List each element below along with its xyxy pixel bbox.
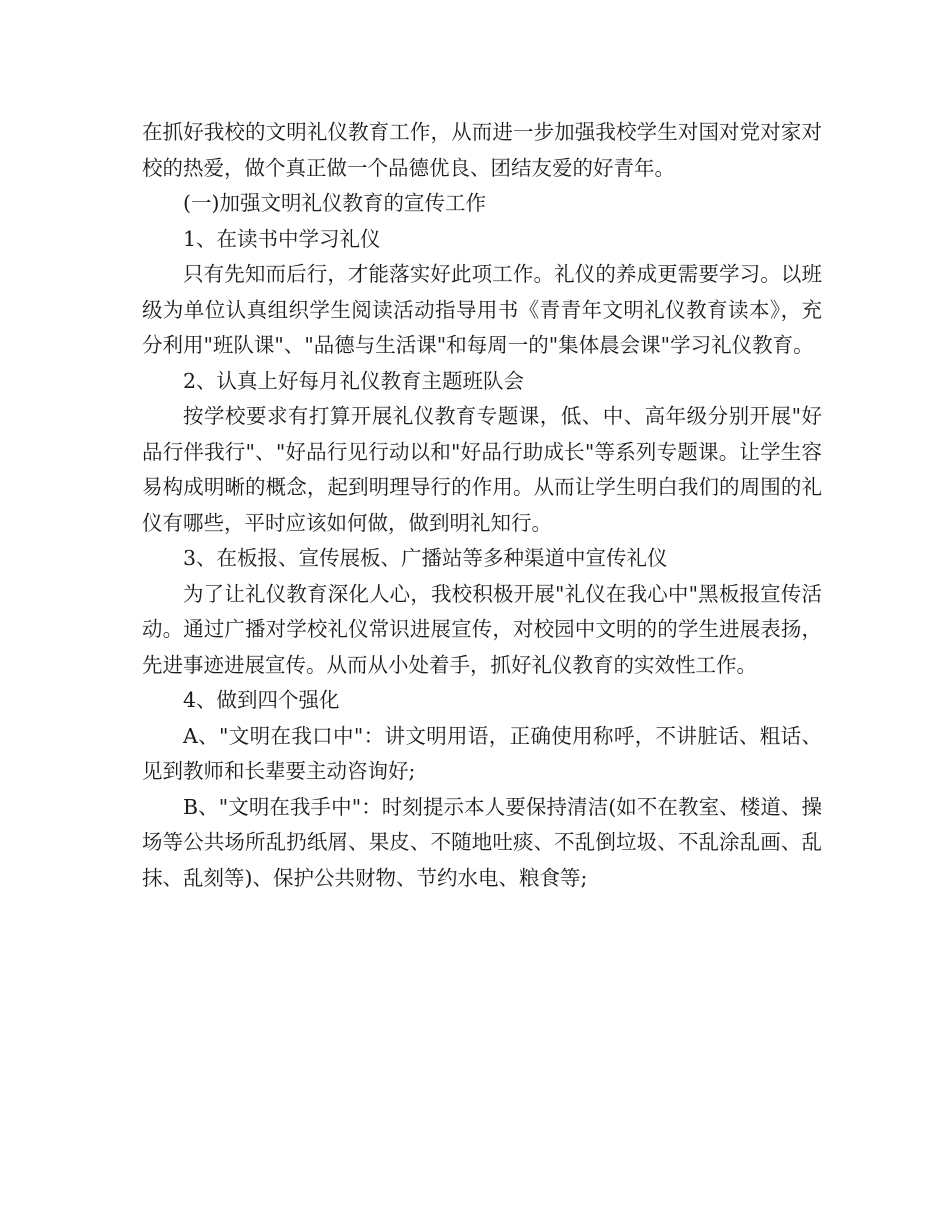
paragraph-class-meeting: 按学校要求有打算开展礼仪教育专题课，低、中、高年级分别开展"好品行伴我行"、"好品行见行动以和"好品行助成长"等系列专题课。让学生容易构成明晰的概念，起到明理导行的作用。从而让学生明白我们的周围的礼仪有哪些，平时应该如何做，做到明礼知行。: [142, 404, 822, 535]
paragraph-item-a: A、"文明在我口中"：讲文明用语，正确使用称呼，不讲脏话、粗话、见到教师和长辈要主动咨询好;: [142, 723, 822, 783]
paragraph-channels: 为了让礼仪教育深化人心，我校积极开展"礼仪在我心中"黑板报宣传活动。通过广播对学校礼仪常识进展宣传，对校园中文明的的学生进展表扬，先进事迹进展宣传。从而从小处着手，抓好礼仪教育的实效性工作。: [142, 581, 822, 677]
subheading-reading: 1、在读书中学习礼仪: [183, 226, 381, 251]
paragraph-reading: 只有先知而后行，才能落实好此项工作。礼仪的养成更需要学习。以班级为单位认真组织学生阅读活动指导用书《青青年文明礼仪教育读本》，充分利用"班队课"、"品德与生活课"和每周一的"集体晨会课"学习礼仪教育。: [142, 262, 822, 357]
subheading-channels: 3、在板报、宣传展板、广播站等多种渠道中宣传礼仪: [183, 546, 668, 570]
document-body: [142, 115, 822, 896]
section-heading-publicity: (一)加强文明礼仪教育的宣传工作: [183, 191, 486, 215]
paragraph-intro-continuation: 在抓好我校的文明礼仪教育工作，从而进一步加强我校学生对国对党对家对校的热爱，做个真正做一个品德优良、团结友爱的好青年。: [142, 120, 822, 180]
subheading-four-strengthen: 4、做到四个强化: [183, 688, 340, 712]
paragraph-item-b: B、"文明在我手中"：时刻提示本人要保持清洁(如不在教室、楼道、操场等公共场所乱扔纸屑、果皮、不随地吐痰、不乱倒垃圾、不乱涂乱画、乱抹、乱刻等)、保护公共财物、节约水电、粮食等;: [142, 794, 822, 890]
subheading-class-meeting: 2、认真上好每月礼仪教育主题班队会: [183, 368, 525, 393]
